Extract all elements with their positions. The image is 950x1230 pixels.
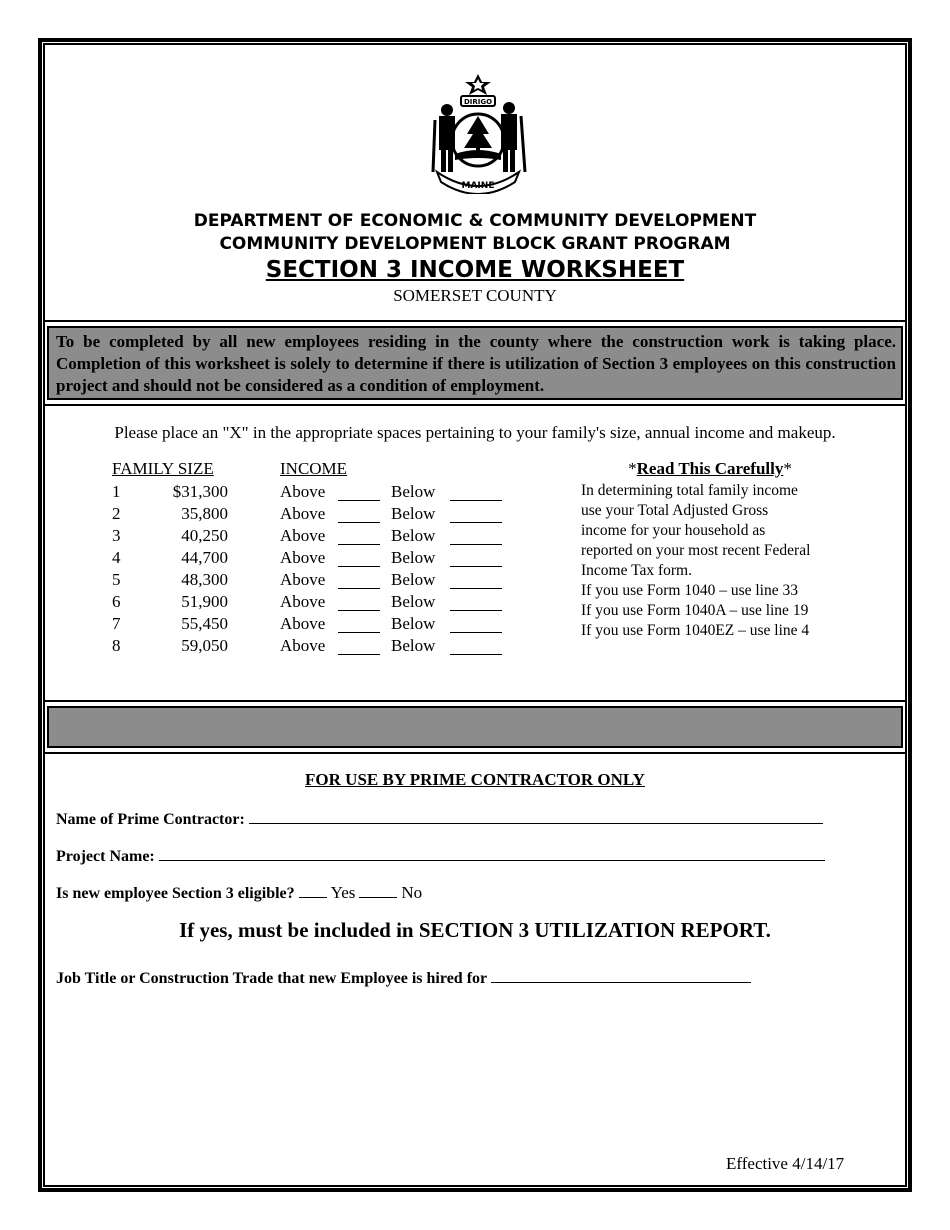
family-size: 1: [112, 482, 121, 501]
above-blank[interactable]: [338, 632, 380, 633]
read-carefully-line: If you use Form 1040A – use line 19: [581, 602, 809, 619]
yes-label: Yes: [330, 883, 356, 902]
notice-text: To be completed by all new employees residing in the county where the construction work is taking place. Completion of this worksheet is solely to determine if there is utilization of Section 3 employees on this construction project and should not be considered as a condition of employment.: [56, 332, 896, 395]
below-label: Below: [391, 592, 436, 611]
income-amount: 44,700: [181, 548, 228, 567]
table-row: [0, 504, 520, 526]
maine-state-seal-icon: [425, 72, 531, 194]
table-row: [0, 570, 520, 592]
divider: [45, 320, 905, 322]
eligibility-row: [56, 883, 422, 903]
above-label: Above: [280, 614, 326, 633]
below-blank[interactable]: [450, 544, 502, 545]
read-carefully-line: If you use Form 1040EZ – use line 4: [581, 622, 810, 639]
eligible-no-blank[interactable]: [359, 883, 397, 898]
prime-contractor-heading: FOR USE BY PRIME CONTRACTOR ONLY: [305, 770, 645, 789]
effective-date: Effective 4/14/17: [726, 1154, 845, 1173]
above-label: Above: [280, 636, 326, 655]
read-carefully-line: reported on your most recent Federal: [581, 542, 811, 559]
above-blank[interactable]: [338, 654, 380, 655]
job-title-label: Job Title or Construction Trade that new Employee is hired for: [56, 970, 487, 987]
star-left: *: [628, 459, 637, 478]
above-blank[interactable]: [338, 544, 380, 545]
income-amount: 51,900: [181, 592, 228, 611]
below-blank[interactable]: [450, 588, 502, 589]
eligibility-label: Is new employee Section 3 eligible?: [56, 885, 295, 902]
table-row: [0, 636, 520, 658]
program-name: COMMUNITY DEVELOPMENT BLOCK GRANT PROGRAM: [219, 234, 731, 254]
family-size: 6: [112, 592, 121, 611]
below-label: Below: [391, 614, 436, 633]
above-label: Above: [280, 482, 326, 501]
job-title-field[interactable]: [491, 968, 751, 983]
below-blank[interactable]: [450, 500, 502, 501]
above-blank[interactable]: [338, 588, 380, 589]
no-label: No: [401, 883, 423, 902]
below-label: Below: [391, 504, 436, 523]
family-size: 8: [112, 636, 121, 655]
table-row: [0, 482, 520, 504]
below-blank[interactable]: [450, 654, 502, 655]
income-header: INCOME: [280, 459, 348, 478]
table-row: [0, 526, 520, 548]
project-name-field[interactable]: [159, 846, 825, 861]
page-title: SECTION 3 INCOME WORKSHEET: [265, 257, 685, 283]
prime-contractor-row: [56, 809, 823, 829]
read-carefully-label: Read This Carefully: [636, 459, 784, 478]
income-amount: 55,450: [181, 614, 228, 633]
divider: [45, 752, 905, 754]
department-name: DEPARTMENT OF ECONOMIC & COMMUNITY DEVELOPMENT: [193, 211, 757, 231]
income-amount: 35,800: [181, 504, 228, 523]
above-label: Above: [280, 526, 326, 545]
table-row: [0, 548, 520, 570]
divider: [45, 700, 905, 702]
separator-band: [47, 706, 903, 748]
above-blank[interactable]: [338, 500, 380, 501]
seal-motto: DIRIGO: [463, 98, 493, 106]
family-size: 7: [112, 614, 121, 633]
income-amount: 59,050: [181, 636, 228, 655]
above-label: Above: [280, 504, 326, 523]
read-carefully-line: Income Tax form.: [581, 562, 692, 579]
project-name-label: Project Name:: [56, 848, 155, 865]
read-carefully-line: In determining total family income: [581, 482, 798, 499]
county-name: SOMERSET COUNTY: [393, 286, 557, 305]
income-amount: 40,250: [181, 526, 228, 545]
seal-state-name: MAINE: [461, 181, 495, 191]
below-label: Below: [391, 526, 436, 545]
eligible-yes-blank[interactable]: [299, 883, 327, 898]
below-blank[interactable]: [450, 566, 502, 567]
table-row: [0, 614, 520, 636]
family-size: 3: [112, 526, 121, 545]
income-amount: $31,300: [172, 482, 228, 501]
below-label: Below: [391, 482, 436, 501]
star-right: *: [783, 459, 792, 478]
above-blank[interactable]: [338, 522, 380, 523]
table-row: [0, 592, 520, 614]
prime-contractor-field[interactable]: [249, 809, 823, 824]
above-label: Above: [280, 592, 326, 611]
read-carefully-line: income for your household as: [581, 522, 766, 539]
below-label: Below: [391, 636, 436, 655]
divider: [45, 404, 905, 406]
below-blank[interactable]: [450, 632, 502, 633]
job-title-row: [56, 968, 751, 988]
project-name-row: [56, 846, 825, 866]
above-label: Above: [280, 570, 326, 589]
below-label: Below: [391, 548, 436, 567]
family-size: 2: [112, 504, 121, 523]
family-size: 5: [112, 570, 121, 589]
prime-contractor-label: Name of Prime Contractor:: [56, 811, 245, 828]
above-blank[interactable]: [338, 610, 380, 611]
family-size-header: FAMILY SIZE: [112, 459, 214, 478]
below-label: Below: [391, 570, 436, 589]
income-amount: 48,300: [181, 570, 228, 589]
read-carefully-line: If you use Form 1040 – use line 33: [581, 582, 798, 599]
above-label: Above: [280, 548, 326, 567]
below-blank[interactable]: [450, 522, 502, 523]
below-blank[interactable]: [450, 610, 502, 611]
read-carefully-line: use your Total Adjusted Gross: [581, 502, 769, 519]
above-blank[interactable]: [338, 566, 380, 567]
utilization-report-note: If yes, must be included in SECTION 3 UTILIZATION REPORT.: [179, 918, 771, 942]
family-size: 4: [112, 548, 121, 567]
read-carefully-title: [580, 459, 840, 479]
instructions: Please place an "X" in the appropriate spaces pertaining to your family's size, annual income and makeup.: [114, 423, 836, 442]
